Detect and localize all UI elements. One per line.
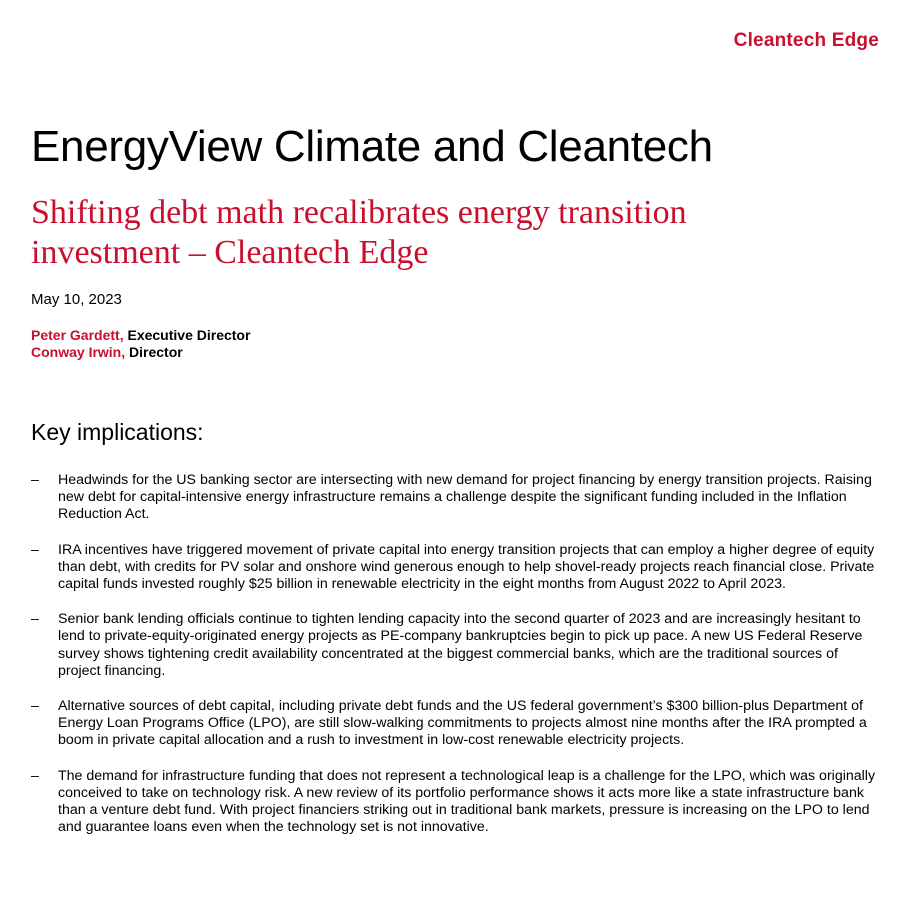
list-item: [31, 542, 883, 594]
author-role: Executive Director: [127, 327, 251, 343]
list-item-text: IRA incentives have triggered movement of private capital into energy transition projects that can employ a higher degree of equity than debt, with credits for PV solar and onshore wind generous enough to help shovel-ready projects reach financial close. Private capital funds invested roughly $25 billion in renewable electricity in the eight months from August 2022 to April 2023.: [58, 541, 875, 593]
article-headline: Shifting debt math recalibrates energy transition investment – Cleantech Edge: [31, 194, 687, 271]
list-item-text: The demand for infrastructure funding that does not represent a technological leap is a challenge for the LPO, which was originally conceived to take on technology risk. A new review of its portfolio performance shows it acts more like a state infrastructure bank than a venture debt fund. With project financiers striking out in traditional bank markets, pressure is increasing on the LPO to lend and guarantee loans even when the technology set is not innovative.: [58, 767, 876, 836]
author-entry: [31, 344, 250, 361]
author-entry: [31, 327, 250, 344]
key-implications-list: [31, 472, 883, 854]
list-item: [31, 768, 883, 837]
list-item-text: Senior bank lending officials continue to tighten lending capacity into the second quarter of 2023 and are increasingly hesitant to lend to private-equity-originated energy projects as PE-company bankruptcies begin to pick up pace. A new US Federal Reserve survey shows tightening credit availability concentrated at the biggest commercial banks, which are the traditional sources of project financing.: [58, 611, 863, 679]
brand-logo-text: Cleantech Edge: [733, 30, 879, 51]
list-item: [31, 698, 883, 750]
key-implications-heading: Key implications:: [31, 419, 204, 445]
report-title: EnergyView Climate and Cleantech: [31, 122, 713, 171]
dash-bullet: –: [31, 698, 39, 715]
author-list: [31, 327, 250, 361]
list-item-text: Headwinds for the US banking sector are intersecting with new demand for project financing by energy transition projects. Raising new debt for capital-intensive energy infrastructure remains a challenge despite the significant funding included in the Inflation Reduction Act.: [58, 472, 872, 523]
publication-date: May 10, 2023: [31, 291, 122, 308]
dash-bullet: –: [31, 541, 39, 558]
dash-bullet: –: [31, 767, 39, 784]
author-name: Conway Irwin,: [31, 344, 126, 360]
dash-bullet: –: [31, 611, 39, 628]
list-item: [31, 611, 883, 680]
list-item-text: Alternative sources of debt capital, including private debt funds and the US federal government’s $300 billion-plus Department of Energy Loan Programs Office (LPO), are still slow-walking commitments to projects almost nine months after the IRA prompted a boom in private capital allocation and a rush to investment in low-cost renewable electricity projects.: [58, 698, 867, 749]
list-item: [31, 472, 883, 524]
dash-bullet: –: [31, 472, 39, 488]
author-role: Director: [129, 344, 183, 360]
author-name: Peter Gardett,: [31, 327, 124, 343]
